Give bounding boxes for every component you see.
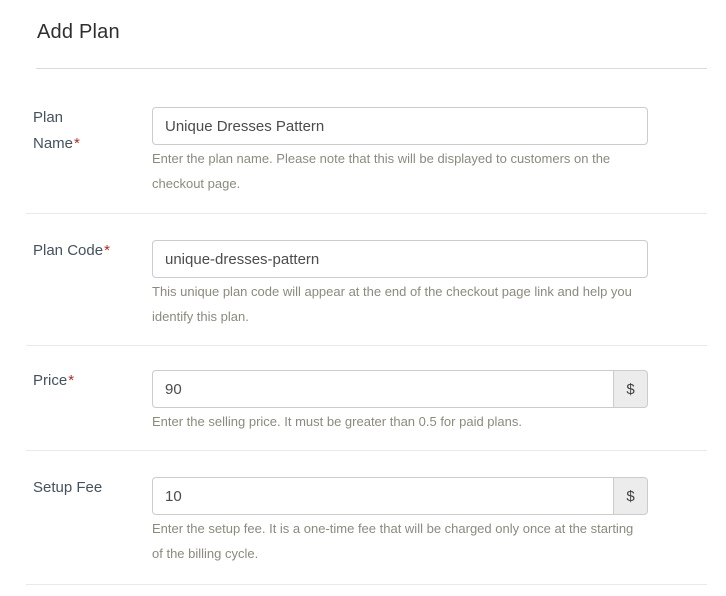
plan-name-input-group [152, 107, 648, 145]
price-control [152, 370, 707, 434]
field-row-price [33, 370, 707, 434]
setup-fee-input[interactable] [152, 477, 613, 515]
bottom-divider [26, 584, 707, 585]
currency-addon: $ [613, 370, 648, 408]
section-divider [26, 345, 707, 346]
required-asterisk: * [68, 372, 75, 389]
setup-fee-help [152, 516, 700, 566]
required-asterisk: * [104, 242, 110, 259]
required-asterisk: * [74, 135, 80, 152]
price-input-group [152, 370, 648, 408]
field-row-setup-fee [33, 477, 707, 566]
help-line: Enter the setup fee. It is a one-time fee that will be charged only once at the starting [152, 521, 634, 536]
help-line: checkout page. [152, 176, 241, 191]
price-label-text: Price [33, 372, 68, 389]
section-divider [26, 450, 707, 451]
plan-code-control [152, 240, 707, 329]
field-row-plan-name [33, 107, 707, 196]
field-row-plan-code [33, 240, 707, 329]
setup-fee-label [33, 475, 152, 566]
setup-fee-control [152, 477, 707, 566]
help-line: Enter the plan name. Please note that this will be displayed to customers on the [152, 151, 611, 166]
plan-code-help [152, 279, 700, 329]
price-label [33, 368, 152, 434]
plan-code-input[interactable] [152, 240, 648, 278]
page-title: Add Plan [37, 21, 120, 43]
title-divider [36, 68, 707, 69]
help-line: Enter the selling price. It must be greater than 0.5 for paid plans. [152, 414, 522, 429]
plan-name-help [152, 146, 700, 196]
plan-code-input-group [152, 240, 648, 278]
plan-code-label-text: Plan Code [33, 242, 104, 259]
help-line: This unique plan code will appear at the end of the checkout page link and help you [152, 284, 632, 299]
help-line: of the billing cycle. [152, 546, 259, 561]
plan-name-label [33, 105, 152, 196]
price-help [152, 409, 700, 434]
currency-addon: $ [613, 477, 648, 515]
price-input[interactable] [152, 370, 613, 408]
setup-fee-label-text: Setup Fee [33, 479, 103, 496]
plan-name-label-text: Plan Name [33, 109, 74, 152]
section-divider [26, 213, 707, 214]
setup-fee-input-group [152, 477, 648, 515]
help-line: identify this plan. [152, 309, 249, 324]
plan-code-label [33, 238, 152, 329]
plan-name-input[interactable] [152, 107, 648, 145]
plan-name-control [152, 107, 707, 196]
